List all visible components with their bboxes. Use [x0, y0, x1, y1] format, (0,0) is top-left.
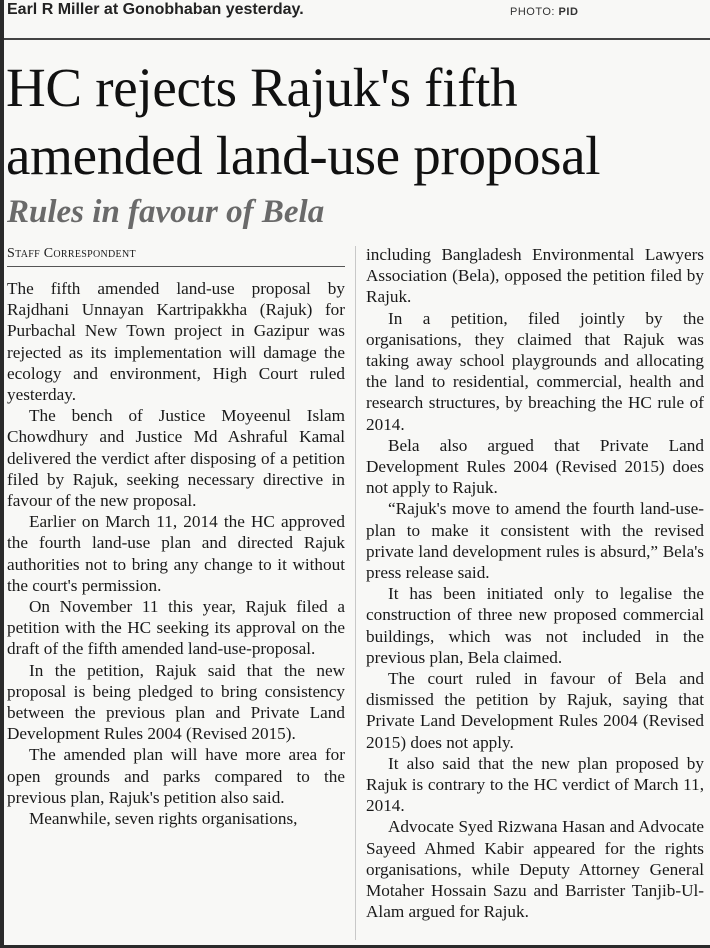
- article-column-right: [366, 244, 704, 923]
- paragraph: It also said that the new plan proposed by Rajuk is contrary to the HC verdict of March 11, 2014.: [366, 753, 704, 816]
- article-byline: Staff Correspondent: [7, 246, 345, 267]
- left-border-rule: [0, 0, 4, 948]
- photo-credit-source: PID: [558, 6, 579, 18]
- paragraph: The fifth amended land-use proposal by Rajdhani Unnayan Kartripakkha (Rajuk) for Purbachal New Town project in Gazipur was rejected as its implementation will damage the ecology and environment, High Court ruled yesterday.: [7, 279, 345, 405]
- paragraph: On November 11 this year, Rajuk filed a petition with the HC seeking its approval on the draft of the fifth amended land-use-proposal.: [7, 597, 345, 659]
- paragraph: Meanwhile, seven rights organisations,: [29, 809, 298, 829]
- paragraph: In the petition, Rajuk said that the new proposal is being pledged to bring consistency between the previous plan and Private Land Development Rules 2004 (Revised 2015).: [7, 660, 345, 744]
- article-subhead: Rules in favour of Bela: [7, 194, 325, 230]
- paragraph: The amended plan will have more area for open grounds and parks compared to the previous plan, Rajuk's petition also said.: [7, 745, 345, 807]
- paragraph: Earlier on March 11, 2014 the HC approved the fourth land-use plan and directed Rajuk authorities not to bring any change to it without the court's permission.: [7, 512, 345, 595]
- section-divider: [4, 38, 710, 40]
- paragraph: The bench of Justice Moyeenul Islam Chowdhury and Justice Md Ashraful Kamal delivered the verdict after disposing of a petition filed by Rajuk, seeking necessary directive in favour of the new proposal.: [7, 406, 345, 511]
- paragraph: “Rajuk's move to amend the fourth land-use-plan to make it consistent with the revised private land development rules is absurd,” Bela's press release said.: [366, 499, 704, 583]
- paragraph: The court ruled in favour of Bela and dismissed the petition by Rajuk, saying that Private Land Development Rules 2004 (Revised 2015) does not apply.: [366, 669, 704, 752]
- article-column-left: [7, 246, 345, 829]
- paragraph: It has been initiated only to legalise the construction of three new proposed commercial buildings, which was not included in the previous plan, Bela claimed.: [366, 584, 704, 667]
- column-divider: [355, 246, 356, 940]
- paragraph: Bela also argued that Private Land Development Rules 2004 (Revised 2015) does not apply to Rajuk.: [366, 435, 704, 498]
- article-headline: HC rejects Rajuk's fifth amended land-use proposal: [6, 57, 601, 186]
- photo-credit: [510, 6, 578, 18]
- paragraph: Advocate Syed Rizwana Hasan and Advocate Sayeed Ahmed Kabir appeared for the rights organisations, while Deputy Attorney General Motaher Hossain Sazu and Barrister Tanjib-Ul-Alam argued for Rajuk.: [366, 817, 704, 922]
- paragraph: including Bangladesh Environmental Lawyers Association (Bela), opposed the petition filed by Rajuk.: [366, 245, 704, 307]
- photo-caption: Earl R Miller at Gonobhaban yesterday.: [7, 1, 304, 18]
- paragraph: In a petition, filed jointly by the organisations, they claimed that Rajuk was taking away school playgrounds and allocating the land to residential, commercial, health and research structures, by breaching the HC rule of 2014.: [366, 308, 704, 434]
- photo-credit-label: PHOTO:: [510, 6, 555, 18]
